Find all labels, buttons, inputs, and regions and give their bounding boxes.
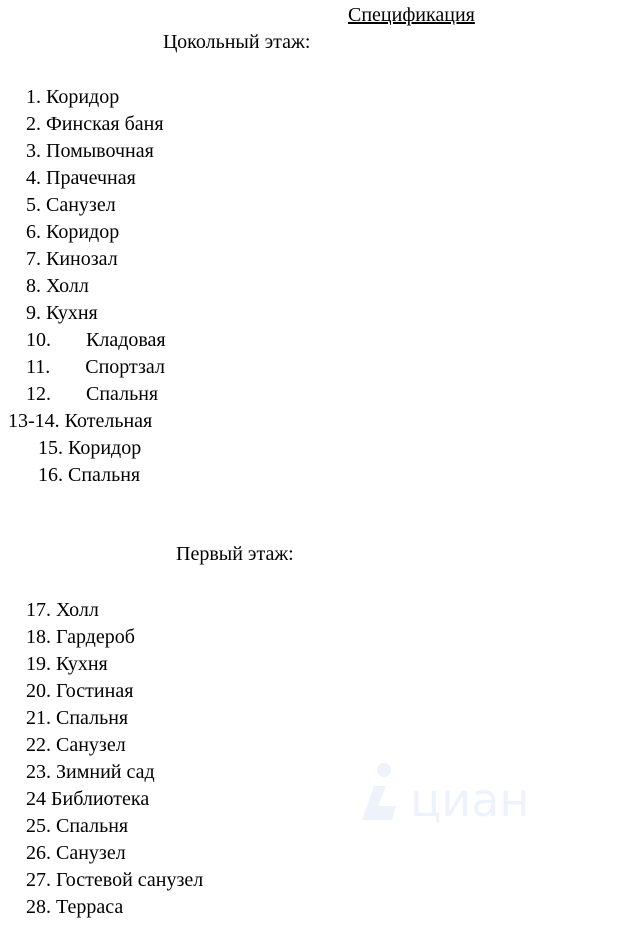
room-number: 11.	[26, 356, 51, 378]
list-item	[26, 813, 128, 840]
room-name: Санузел	[56, 734, 126, 756]
list-item	[26, 273, 89, 300]
room-number: 1.	[26, 86, 41, 108]
list-item	[26, 192, 116, 219]
room-name: Санузел	[56, 842, 126, 864]
room-name: Гостевой санузел	[56, 869, 204, 891]
room-name: Спортзал	[85, 356, 165, 378]
watermark-text: циан	[410, 773, 530, 827]
room-number: 20.	[26, 680, 51, 702]
room-name: Финская баня	[46, 113, 164, 135]
list-item	[26, 165, 136, 192]
list-item	[26, 867, 203, 894]
room-number: 19.	[26, 653, 51, 675]
room-number: 10.	[26, 329, 51, 351]
room-number: 9.	[26, 302, 41, 324]
room-name: Котельная	[64, 410, 153, 432]
list-item	[26, 651, 108, 678]
room-number: 13-14.	[8, 410, 60, 432]
list-item	[26, 759, 155, 786]
room-name: Гардероб	[56, 626, 135, 648]
room-number: 16.	[38, 464, 63, 486]
list-item	[26, 84, 119, 111]
list-item	[26, 354, 165, 381]
room-name: Спальня	[56, 815, 129, 837]
room-number: 6.	[26, 221, 41, 243]
room-number: 22.	[26, 734, 51, 756]
room-number: 18.	[26, 626, 51, 648]
list-item	[38, 435, 141, 462]
room-name: Холл	[56, 599, 99, 621]
list-item	[26, 894, 123, 921]
room-number: 25.	[26, 815, 51, 837]
list-item	[26, 327, 166, 354]
room-name: Кладовая	[86, 329, 166, 351]
room-name: Кинозал	[46, 248, 118, 270]
room-name: Санузел	[46, 194, 116, 216]
list-item	[26, 732, 126, 759]
list-item	[26, 381, 158, 408]
room-number: 28.	[26, 896, 51, 918]
list-item	[26, 219, 119, 246]
room-number: 24	[26, 788, 46, 810]
room-number: 7.	[26, 248, 41, 270]
room-number: 3.	[26, 140, 41, 162]
list-item	[8, 408, 152, 435]
room-number: 17.	[26, 599, 51, 621]
cian-logo-icon	[352, 758, 562, 828]
list-item	[26, 840, 126, 867]
room-name: Холл	[46, 275, 89, 297]
list-item	[26, 678, 133, 705]
room-name: Библиотека	[51, 788, 150, 810]
room-name: Кухня	[56, 653, 108, 675]
room-name: Гостиная	[56, 680, 134, 702]
room-name: Коридор	[46, 221, 120, 243]
room-number: 4.	[26, 167, 41, 189]
room-name: Прачечная	[46, 167, 136, 189]
list-item	[26, 111, 164, 138]
room-number: 8.	[26, 275, 41, 297]
room-number: 15.	[38, 437, 63, 459]
room-number: 27.	[26, 869, 51, 891]
document-title: Спецификация	[348, 4, 475, 26]
list-item	[26, 138, 154, 165]
list-item	[38, 462, 140, 489]
room-number: 12.	[26, 383, 51, 405]
room-number: 23.	[26, 761, 51, 783]
list-item	[26, 786, 149, 813]
room-name: Коридор	[68, 437, 142, 459]
room-number: 26.	[26, 842, 51, 864]
list-item	[26, 597, 99, 624]
room-name: Терраса	[56, 896, 124, 918]
room-name: Кухня	[46, 302, 98, 324]
first-floor-heading: Первый этаж:	[176, 543, 294, 565]
room-name: Коридор	[46, 86, 120, 108]
room-name: Зимний сад	[56, 761, 155, 783]
list-item	[26, 624, 135, 651]
list-item	[26, 246, 118, 273]
room-name: Спальня	[86, 383, 159, 405]
list-item	[26, 705, 128, 732]
room-name: Помывочная	[46, 140, 154, 162]
room-number: 5.	[26, 194, 41, 216]
room-name: Спальня	[56, 707, 129, 729]
room-number: 21.	[26, 707, 51, 729]
basement-heading: Цокольный этаж:	[163, 31, 311, 53]
room-number: 2.	[26, 113, 41, 135]
room-name: Спальня	[68, 464, 141, 486]
list-item	[26, 300, 98, 327]
